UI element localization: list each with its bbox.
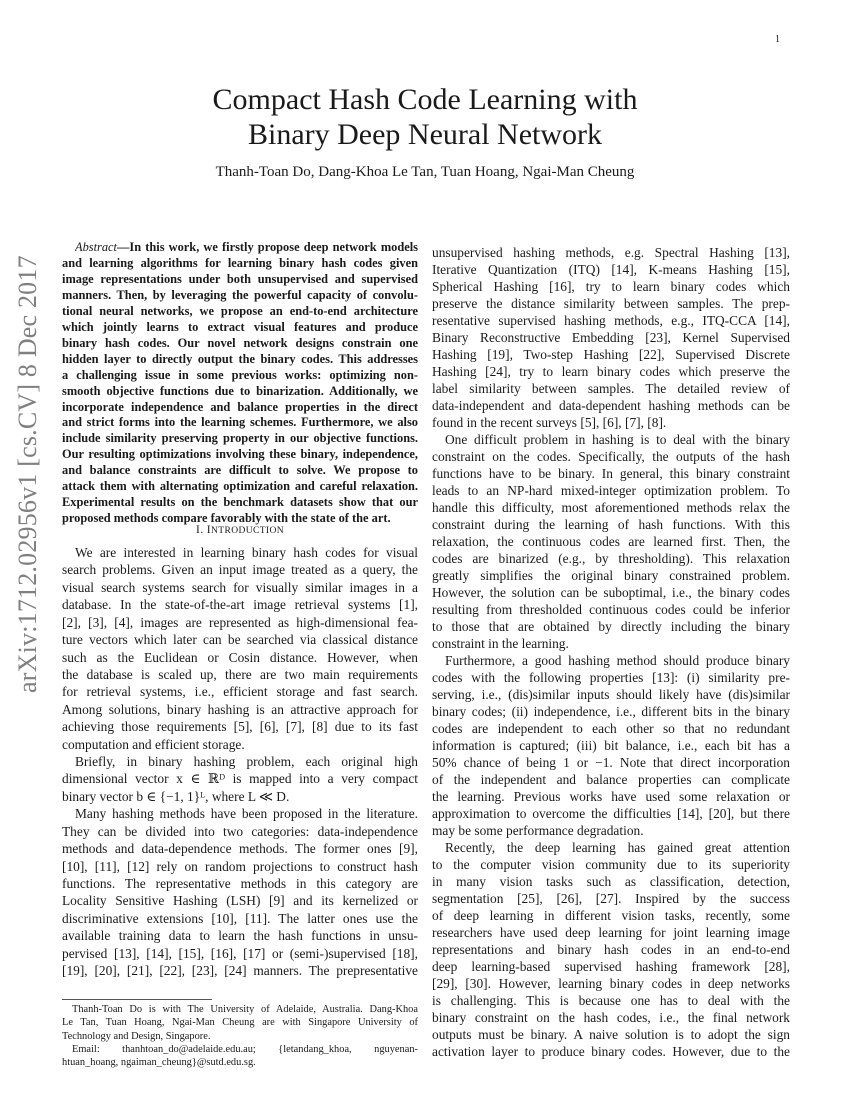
text-line: They can be divided into two categories: data-independence bbox=[62, 823, 418, 839]
authors: Thanh-Toan Do, Dang-Khoa Le Tan, Tuan Hoang, Ngai-Man Cheung bbox=[215, 164, 635, 180]
text-line: codes are binarized (e.g., by thresholding). This relaxation bbox=[432, 551, 790, 566]
arxiv-stamp: arXiv:1712.02956v1 [cs.CV] 8 Dec 2017 bbox=[13, 255, 42, 693]
abstract-line: which jointly learns to extract visual features and produce bbox=[62, 319, 418, 334]
text-line: dimensional vector x ∈ ℝᴰ is mapped into a very compact bbox=[62, 771, 418, 787]
footnote-line: Le Tan, Tuan Hoang, Ngai-Man Cheung are with Singapore University of bbox=[62, 1017, 418, 1029]
text-line: Briefly, in binary hashing problem, each original high bbox=[75, 754, 418, 770]
text-line: information is captured; (iii) bit balance, i.e., each bit has a bbox=[432, 738, 790, 753]
text-line: Spherical Hashing [16], try to learn binary codes which bbox=[432, 279, 790, 294]
abstract-line bbox=[75, 240, 418, 255]
section-heading bbox=[62, 524, 418, 536]
text-line: Furthermore, a good hashing method should produce binary bbox=[445, 653, 790, 668]
footnote-line: Technology and Design, Singapore. bbox=[62, 1030, 211, 1042]
section-title-rest: NTRODUCTION bbox=[211, 526, 285, 536]
text-line: Iterative Quantization (ITQ) [14], K-means Hashing [15], bbox=[432, 262, 790, 277]
abstract-line: binary hash codes. Our novel network designs constrain one bbox=[62, 335, 418, 350]
text-line: to those that are obtained by directly including the binary bbox=[432, 619, 790, 634]
footnote-rule bbox=[62, 999, 212, 1000]
text-line: ture vectors which later can be searched via classical distance bbox=[62, 632, 418, 648]
text-line: search problems. Given an input image treated as a query, the bbox=[62, 562, 418, 578]
title-line: Binary Deep Neural Network bbox=[247, 118, 603, 151]
text-line: [10], [11], [12] rely on random projections to construct hash bbox=[62, 858, 418, 874]
text-line: available training data to learn the hash functions in unsu- bbox=[62, 928, 418, 944]
text-line: to the computer vision community due to its superiority bbox=[432, 857, 790, 872]
abstract-line: hidden layer to directly output the binary codes. This addresses bbox=[62, 351, 418, 366]
text-line: segmentation [25], [26], [27]. Inspired by the success bbox=[432, 891, 790, 906]
text-line: 50% chance of being 1 or −1. Note that direct incorporation bbox=[432, 755, 790, 770]
abstract-line: include similarity preserving property in our objective functions. bbox=[62, 431, 418, 446]
text-line: functions. The representative methods in this category are bbox=[62, 875, 418, 891]
abstract-line: Our resulting optimizations involving these binary, independence, bbox=[62, 447, 418, 462]
text-line: data-independent and data-dependent hashing methods can be bbox=[432, 398, 790, 413]
abstract-text: —In this work, we firstly propose deep network models bbox=[117, 240, 418, 254]
text-line: [2], [3], [4], images are represented as high-dimensional fea- bbox=[62, 614, 418, 630]
text-line: visual search systems search for visually similar images in a bbox=[62, 579, 418, 595]
text-line: unsupervised hashing methods, e.g. Spectral Hashing [13], bbox=[432, 245, 790, 260]
text-line: activation layer to produce binary codes. However, due to the bbox=[432, 1044, 790, 1059]
text-line: found in the recent surveys [5], [6], [7], [8]. bbox=[432, 415, 667, 430]
text-line: Many hashing methods have been proposed in the literature. bbox=[75, 806, 418, 822]
text-line: relaxation, the continuous codes are learned first. Then, the bbox=[432, 534, 790, 549]
text-line: handle this difficulty, most aforementioned methods relax the bbox=[432, 500, 790, 515]
text-line: binary codes; (ii) independence, i.e., different bits in the binary bbox=[432, 704, 790, 719]
abstract-label: Abstract bbox=[75, 240, 117, 254]
text-line: [19], [20], [21], [22], [23], [24] manners. The prepresentative bbox=[62, 963, 418, 979]
footnote-line: htuan_hoang, ngaiman_cheung}@sutd.edu.sg. bbox=[62, 1057, 256, 1069]
abstract-line: incorporate independence and balance properties in the direct bbox=[62, 399, 418, 414]
text-line: for retrieval systems, i.e., efficient storage and fast search. bbox=[62, 684, 418, 700]
text-line: database. In the state-of-the-art image retrieval systems [1], bbox=[62, 597, 418, 613]
text-line: methods and data-dependence methods. The former ones [9], bbox=[62, 841, 418, 857]
page-number: 1 bbox=[775, 34, 780, 45]
text-line: leads to an NP-hard mixed-integer optimization problem. To bbox=[432, 483, 790, 498]
text-line: Recently, the deep learning has gained great attention bbox=[445, 840, 790, 855]
text-line: codes with the following properties [13]: (i) similarity pre- bbox=[432, 670, 790, 685]
text-line: resentative supervised hashing methods, e.g., ITQ-CCA [14], bbox=[432, 313, 790, 328]
text-line: binary vector b ∈ {−1, 1}ᴸ, where L ≪ D. bbox=[62, 788, 290, 804]
text-line: is challenging. This is because one has to deal with the bbox=[432, 993, 790, 1008]
text-line: the learning. Previous works have used some relaxation or bbox=[432, 789, 790, 804]
section-title-initial: I bbox=[206, 524, 211, 536]
text-line: approximation to overcome the difficulties [14], [20], but there bbox=[432, 806, 790, 821]
abstract-line: a challenging issue in some previous works: optimizing non- bbox=[62, 367, 418, 382]
text-line: the database is scaled up, there are two main requirements bbox=[62, 666, 418, 682]
footnote-line: Thanh-Toan Do is with The University of Adelaide, Australia. Dang-Khoa bbox=[72, 1004, 418, 1015]
text-line: Hashing [19], Two-step Hashing [22], Supervised Discrete bbox=[432, 347, 790, 362]
abstract-line: image representations under both unsupervised and supervised bbox=[62, 271, 418, 286]
text-line: such as the Euclidean or Cosin distance. However, when bbox=[62, 649, 418, 665]
abstract-line: smooth objective functions due to binarization. Additionally, we bbox=[62, 383, 418, 398]
text-line: constraint in the learning. bbox=[432, 636, 569, 651]
text-line: Among solutions, binary hashing is an attractive approach for bbox=[62, 701, 418, 717]
text-line: We are interested in learning binary hash codes for visual bbox=[75, 545, 418, 560]
text-line: achieving those requirements [5], [6], [7], [8] due to its fast bbox=[62, 719, 418, 735]
text-line: One difficult problem in hashing is to deal with the binary bbox=[445, 432, 790, 447]
title-line: Compact Hash Code Learning with bbox=[212, 83, 638, 116]
text-line: serving, i.e., (dis)similar inputs should likely have (dis)similar bbox=[432, 687, 790, 702]
text-line: binary constraint on the hash codes, i.e., the final network bbox=[432, 1010, 790, 1025]
text-line: constraint on the codes. Specifically, the outputs of the hash bbox=[432, 449, 790, 464]
text-line: of the independent and balance properties can complicate bbox=[432, 772, 790, 787]
text-line: deep learning-based supervised hashing framework [28], bbox=[432, 959, 790, 974]
text-line: computation and efficient storage. bbox=[62, 736, 245, 752]
text-line: researchers have used deep learning for joint learning image bbox=[432, 925, 790, 940]
text-line: representations and binary hash codes in an end-to-end bbox=[432, 942, 790, 957]
text-line: label similarity between samples. The detailed review of bbox=[432, 381, 790, 396]
text-line: However, the solution can be suboptimal, i.e., the binary codes bbox=[432, 585, 790, 600]
section-number: I. bbox=[195, 524, 204, 536]
abstract-line: and learning algorithms for learning binary hash codes given bbox=[62, 255, 418, 270]
text-line: Hashing [24], try to learn binary codes which preserve the bbox=[432, 364, 790, 379]
abstract-line: tional neural networks, we propose an end-to-end architecture bbox=[62, 303, 418, 318]
footnote-line: Email: thanhtoan_do@adelaide.edu.au; {letandang_khoa, nguyenan- bbox=[72, 1043, 418, 1055]
abstract-line: proposed methods compare favorably with the state of the art. bbox=[62, 511, 391, 526]
abstract-line: attack them with alternating optimization and careful relaxation. bbox=[62, 479, 418, 494]
text-line: resulting from thresholded continuous codes could be inferior bbox=[432, 602, 790, 617]
text-line: preserve the distance similarity between samples. The prep- bbox=[432, 296, 790, 311]
text-line: of deep learning in different vision tasks, recently, some bbox=[432, 908, 790, 923]
text-line: constraint during the learning of hash functions. With this bbox=[432, 517, 790, 532]
text-line: discriminative extensions [10], [11]. The latter ones use the bbox=[62, 910, 418, 926]
text-line: codes are independent to each other so that no redundant bbox=[432, 721, 790, 736]
text-line: greatly simplifies the original binary constrained problem. bbox=[432, 568, 790, 583]
abstract-line: manners. Then, by leveraging the powerful capacity of convolu- bbox=[62, 287, 418, 302]
text-line: may be some performance degradation. bbox=[432, 823, 644, 838]
abstract-line: Experimental results on the benchmark datasets show that our bbox=[62, 495, 418, 510]
text-line: pervised [13], [14], [15], [16], [17] or (semi-)supervised [18], bbox=[62, 945, 418, 961]
abstract-line: and strict forms into the learning schemes. Furthermore, we also bbox=[62, 415, 418, 430]
text-line: functions have to be binary. In general, this binary constraint bbox=[432, 466, 790, 481]
text-line: [29], [30]. However, learning binary codes in deep networks bbox=[432, 976, 790, 991]
text-line: outputs must be binary. A naive solution is to adopt the sign bbox=[432, 1027, 790, 1042]
text-line: Binary Reconstructive Embedding [23], Kernel Supervised bbox=[432, 330, 790, 345]
paper-title bbox=[0, 82, 850, 152]
text-line: Locality Sensitive Hashing (LSH) [9] and its kernelized or bbox=[62, 893, 418, 909]
text-line: in many vision tasks such as classification, detection, bbox=[432, 874, 790, 889]
abstract-line: and balance constraints are difficult to solve. We propose to bbox=[62, 463, 418, 478]
